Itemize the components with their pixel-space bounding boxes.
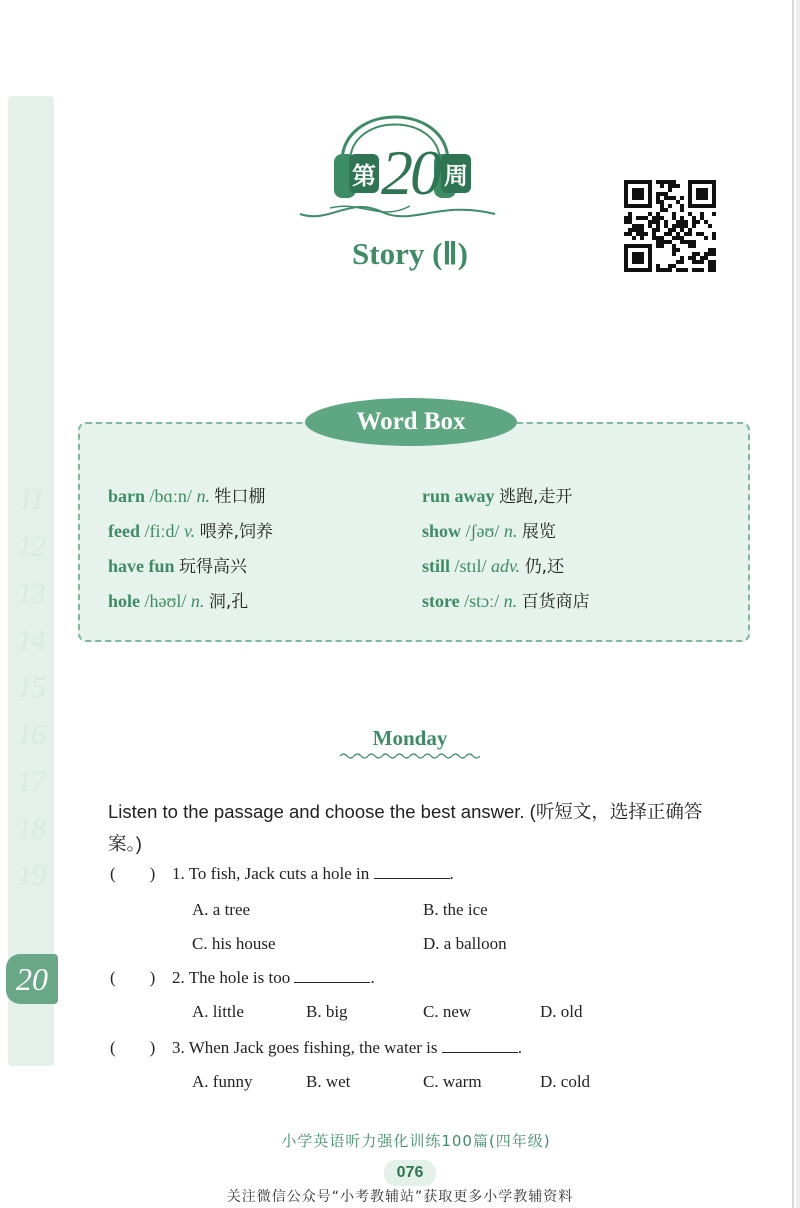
qr-code-icon[interactable] xyxy=(624,180,716,272)
side-tab-active[interactable]: 20 xyxy=(6,954,58,1004)
week-number: 20 xyxy=(381,137,439,208)
watermark-text: 关注微信公众号“小考教辅站”获取更多小学教辅资料 xyxy=(226,1189,574,1205)
word-en: run away xyxy=(422,486,495,506)
question-text xyxy=(172,1038,522,1058)
word-en: feed xyxy=(108,521,140,541)
side-tab-12[interactable]: 12 xyxy=(17,530,45,563)
side-tab-14[interactable]: 14 xyxy=(17,624,45,657)
answer-option[interactable]: B. big xyxy=(306,1002,348,1021)
side-tab-13[interactable]: 13 xyxy=(17,577,45,610)
answer-option[interactable]: C. warm xyxy=(423,1072,482,1091)
answer-option[interactable]: A. funny xyxy=(192,1072,253,1091)
answer-option[interactable]: B. the ice xyxy=(423,900,488,919)
side-tab-19[interactable]: 19 xyxy=(17,859,45,892)
answer-paren[interactable]: ( ) xyxy=(110,968,156,987)
answer-option[interactable]: C. new xyxy=(423,1002,472,1021)
answer-option[interactable]: A. little xyxy=(192,1002,244,1021)
book-title: 小学英语听力强化训练100篇(四年级) xyxy=(281,1132,551,1150)
question-text xyxy=(172,864,454,884)
word-entry xyxy=(422,587,590,612)
word-cn: 展览 xyxy=(521,522,556,542)
word-ph: /stɔː/ xyxy=(464,591,500,611)
word-pos: n. xyxy=(190,591,205,611)
answer-option[interactable]: C. his house xyxy=(192,934,276,953)
word-ph: /bɑːn/ xyxy=(149,486,192,506)
page-title: Story (Ⅱ) xyxy=(352,236,468,271)
word-cn: 洞,孔 xyxy=(208,592,249,612)
word-entry xyxy=(422,482,572,507)
word-ph: /fiːd/ xyxy=(144,521,180,541)
word-pos: adv. xyxy=(491,556,521,576)
word-box-title: Word Box xyxy=(305,398,517,446)
word-cn: 百货商店 xyxy=(521,592,590,612)
side-tab-18[interactable]: 18 xyxy=(17,812,45,845)
word-pos: n. xyxy=(503,591,518,611)
word-entry xyxy=(108,482,265,507)
week-prefix: 第 xyxy=(349,154,379,193)
question-text xyxy=(172,968,375,988)
word-pos: v. xyxy=(183,521,196,541)
answer-paren[interactable]: ( ) xyxy=(110,1038,156,1057)
answer-blank[interactable] xyxy=(442,1038,518,1053)
word-entry xyxy=(108,552,247,577)
answer-option[interactable]: D. a balloon xyxy=(423,934,507,953)
question-end: . xyxy=(517,1038,522,1057)
page-edge-line xyxy=(792,0,794,1208)
side-tab-15[interactable]: 15 xyxy=(17,671,45,704)
page-edge xyxy=(796,0,800,1208)
question-stem: 2. The hole is too xyxy=(172,968,295,987)
question-stem: 1. To fish, Jack cuts a hole in xyxy=(172,864,374,883)
week-suffix: 周 xyxy=(441,154,471,193)
question-end: . xyxy=(370,968,375,987)
word-ph: /stɪl/ xyxy=(454,556,487,576)
answer-option[interactable]: D. old xyxy=(540,1002,583,1021)
page-number: 076 xyxy=(384,1160,436,1186)
word-en: hole xyxy=(108,591,141,611)
day-heading: Monday xyxy=(372,726,448,750)
wave-divider-icon xyxy=(340,752,480,760)
question-stem: 3. When Jack goes fishing, the water is xyxy=(172,1038,442,1057)
answer-option[interactable]: B. wet xyxy=(306,1072,351,1091)
answer-blank[interactable] xyxy=(294,968,370,983)
question-end: . xyxy=(449,864,454,883)
answer-blank[interactable] xyxy=(374,864,450,879)
word-ph: /həʊl/ xyxy=(144,591,187,611)
word-cn: 仍,还 xyxy=(524,557,565,577)
word-entry xyxy=(108,587,248,612)
answer-paren[interactable]: ( ) xyxy=(110,864,156,883)
word-en: still xyxy=(422,556,451,576)
word-en: store xyxy=(422,591,460,611)
word-cn: 玩得高兴 xyxy=(179,557,248,577)
word-en: barn xyxy=(108,486,146,506)
instruction-text: Listen to the passage and choose the best answer. (听短文，选择正确答案。) xyxy=(108,801,703,854)
answer-option[interactable]: D. cold xyxy=(540,1072,591,1091)
word-entry xyxy=(422,552,564,577)
word-cn: 牲口棚 xyxy=(214,487,266,507)
answer-option[interactable]: A. a tree xyxy=(192,900,251,919)
side-tab-16[interactable]: 16 xyxy=(17,718,45,751)
word-pos: n. xyxy=(196,486,210,506)
side-tab-17[interactable]: 17 xyxy=(17,765,45,798)
word-cn: 喂养,饲养 xyxy=(199,522,274,542)
word-en: have fun xyxy=(108,556,175,576)
word-en: show xyxy=(422,521,462,541)
week-label xyxy=(340,138,480,208)
side-tab-11[interactable]: 11 xyxy=(18,483,44,516)
word-pos: n. xyxy=(503,521,518,541)
word-ph: /ʃəʊ/ xyxy=(465,521,500,541)
word-cn: 逃跑,走开 xyxy=(499,487,573,507)
word-entry xyxy=(422,517,556,542)
word-entry xyxy=(108,517,273,542)
